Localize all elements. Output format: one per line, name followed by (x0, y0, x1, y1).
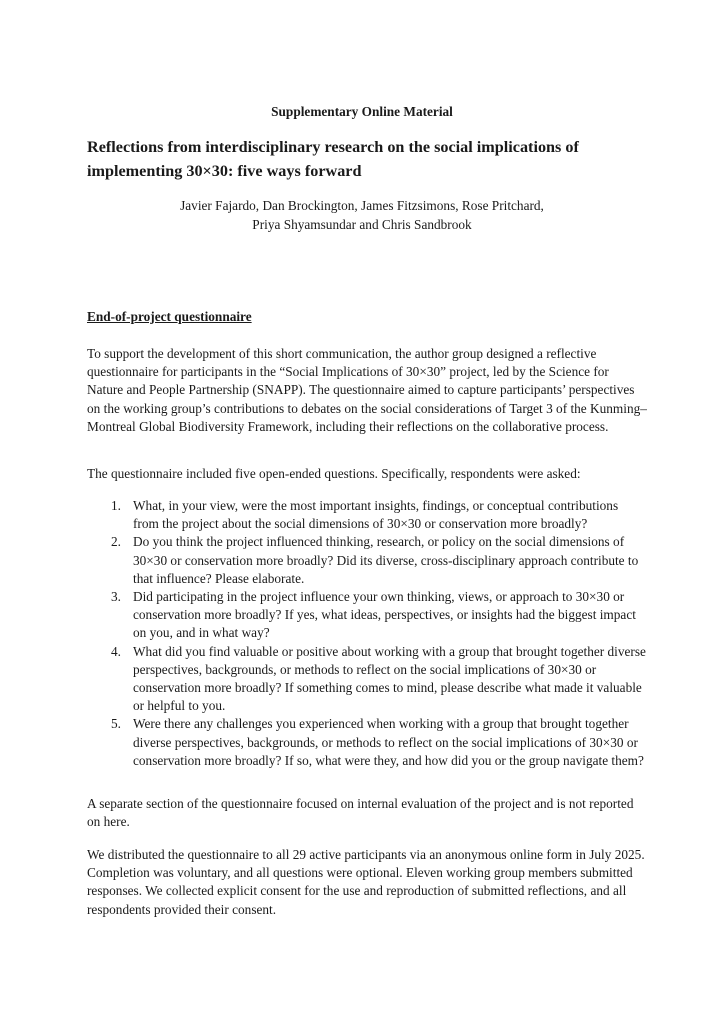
question-number: 5. (111, 716, 121, 732)
question-text: What, in your view, were the most important insights, findings, or conceptual contributions from the project about the social dimensions of 30×30 or conservation more broadly? (133, 498, 619, 532)
question-number: 4. (111, 643, 121, 659)
question-number: 1. (111, 498, 121, 513)
question-item (87, 715, 647, 770)
question-number: 2. (111, 534, 121, 550)
question-item (87, 533, 647, 588)
question-item (87, 497, 647, 533)
section-heading: End-of-project questionnaire (87, 309, 252, 324)
questions-lead-paragraph: The questionnaire included five open-ended questions. Specifically, respondents were asked: (87, 466, 581, 481)
question-item (87, 643, 647, 716)
question-text: Did participating in the project influence your own thinking, views, or approach to 30×30 or conservation more broadly? If yes, what ideas, perspectives, or insights had the biggest impact on you, and in what way? (133, 589, 636, 641)
authors-line-2: Priya Shyamsundar and Chris Sandbrook (252, 217, 472, 232)
question-text: Were there any challenges you experienced when working with a group that brought together diverse perspectives, backgrounds, or methods to reflect on the social implications of 30×30 or conservation more broadly? If so, what were they, and how did you or the group navigate them? (133, 716, 644, 768)
supplementary-label: Supplementary Online Material (271, 104, 453, 119)
question-text: What did you find valuable or positive about working with a group that brought together diverse perspectives, backgrounds, or methods to reflect on the social implications of 30×30 or conservation more broadly? If something comes to mind, please describe what made it valuable or helpful to you. (133, 643, 646, 714)
distribution-paragraph: We distributed the questionnaire to all 29 active participants via an anonymous online form in July 2025. Completion was voluntary, and all questions were optional. Eleven working group members submitted responses. We collected explicit consent for the use and reproduction of submitted reflections, and all respondents provided their consent. (87, 847, 645, 917)
author-list (0, 196, 724, 234)
authors-line-1: Javier Fajardo, Dan Brockington, James Fitzsimons, Rose Pritchard, (180, 198, 544, 213)
question-number: 3. (111, 589, 121, 605)
questions-list (87, 497, 647, 770)
intro-paragraph: To support the development of this short communication, the author group designed a reflective questionnaire for participants in the “Social Implications of 30×30” project, led by the Science for Nature and People Partnership (SNAPP). The questionnaire aimed to capture participants’ perspectives on the working group’s contributions to debates on the social considerations of Target 3 of the Kunming–Montreal Global Biodiversity Framework, including their reflections on the collaborative process. (87, 346, 647, 434)
question-text: Do you think the project influenced thinking, research, or policy on the social dimensions of 30×30 or conservation more broadly? Did its diverse, cross-disciplinary approach contribute to that influence? Please elaborate. (133, 534, 639, 586)
question-item (87, 588, 647, 643)
paper-title: Reflections from interdisciplinary research on the social implications of implementing 30×30: five ways forward (87, 138, 579, 180)
separate-section-paragraph: A separate section of the questionnaire focused on internal evaluation of the project and is not reported on here. (87, 796, 634, 830)
